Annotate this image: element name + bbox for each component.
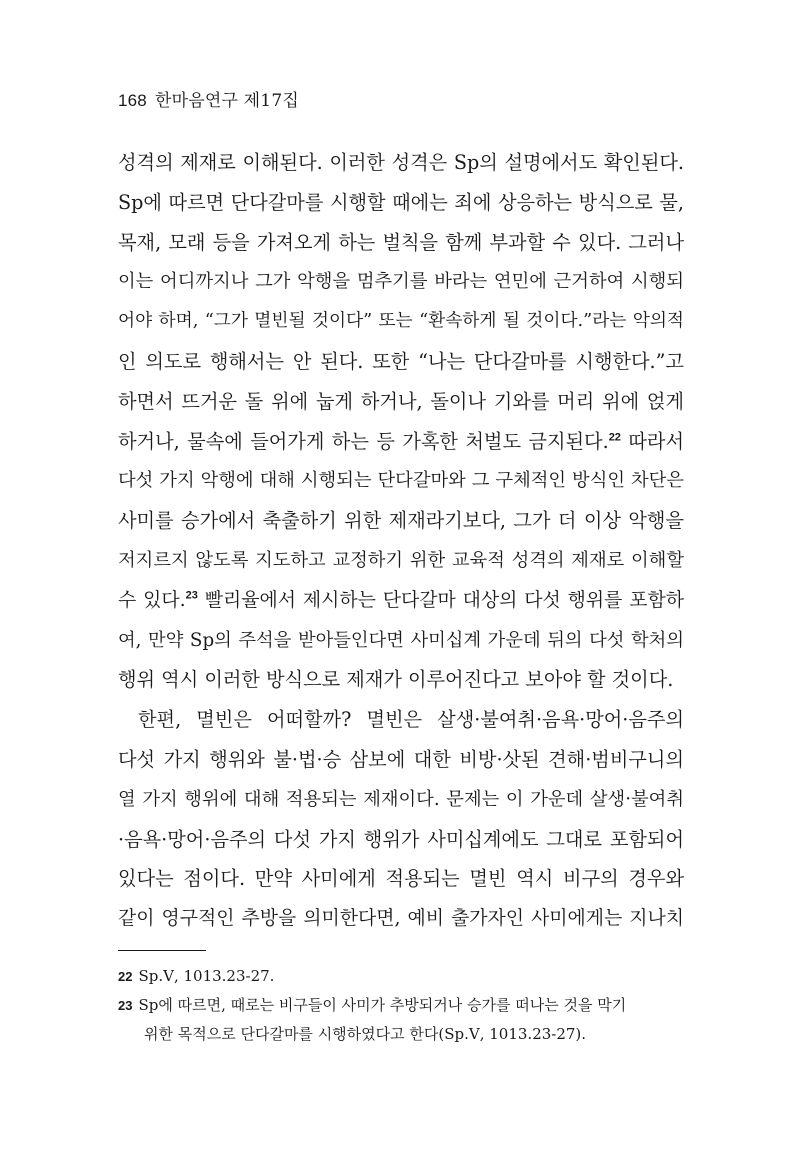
text-line: 저지르지 않도록 지도하고 교정하기 위한 교육적 성격의 제재로 이해할 — [118, 549, 684, 571]
text-line: 여, 만약 Sp의 주석을 받아들인다면 사미십계 가운데 뒤의 다섯 학처의 — [118, 629, 684, 651]
text-segment: 따라서 — [620, 429, 684, 453]
footnote-number: 23 — [118, 998, 133, 1013]
text-line: 열 가지 행위에 대해 적용되는 제재이다. 문제는 이 가운데 살생·불여취 — [118, 788, 684, 810]
text-line: 한편, 멸빈은 어떠할까? 멸빈은 살생·불여취·음욕·망어·음주의 — [138, 708, 684, 732]
footnote-number: 22 — [118, 969, 133, 984]
text-line: 같이 영구적인 추방을 의미한다면, 예비 출가자인 사미에게는 지나치 — [118, 907, 684, 930]
running-header — [118, 86, 299, 111]
text-line: 있다는 점이다. 만약 사미에게 적용되는 멸빈 역시 비구의 경우와 — [118, 867, 684, 891]
footnote-ref-23[interactable]: 23 — [185, 589, 198, 602]
body-text — [118, 143, 684, 939]
journal-title: 한마음연구 제17집 — [154, 91, 299, 111]
text-segment: 하거나, 물속에 들어가게 하는 등 가혹한 처벌도 금지된다. — [118, 429, 609, 453]
footnote-22 — [118, 962, 684, 991]
footnote-text: 위한 목적으로 단다갈마를 시행하였다고 한다(Sp.Ⅴ, 1013.23-27). — [144, 1025, 587, 1043]
text-segment: 수 있다. — [118, 588, 186, 611]
text-line: 사미를 승가에서 축출하기 위한 제재라기보다, 그가 더 이상 악행을 — [118, 509, 684, 533]
text-line: 성격의 제재로 이해된다. 이러한 성격은 Sp의 설명에서도 확인된다. — [118, 151, 684, 174]
text-line: 하면서 뜨거운 돌 위에 눕게 하거나, 돌이나 기와를 머리 위에 얹게 — [118, 389, 684, 413]
footnote-23 — [118, 991, 684, 1048]
text-line: 이는 어디까지나 그가 악행을 멈추기를 바라는 연민에 근거하여 시행되 — [118, 271, 684, 293]
text-line: 다섯 가지 악행에 대해 시행되는 단다갈마와 그 구체적인 방식인 차단은 — [118, 470, 684, 492]
text-line: ·음욕·망어·음주의 다섯 가지 행위가 사미십계에도 그대로 포함되어 — [118, 827, 684, 851]
footnote-text: Sp에 따르면, 때로는 비구들이 사미가 추방되거나 승가를 떠나는 것을 막기 — [138, 996, 627, 1014]
footnote-divider — [118, 950, 206, 951]
footnotes — [118, 962, 684, 1048]
text-line — [118, 581, 684, 621]
footnote-text: Sp.Ⅴ, 1013.23-27. — [138, 967, 275, 985]
text-line: 어야 하며, “그가 멸빈될 것이다” 또는 “환속하게 될 것이다.”라는 악의적 — [118, 311, 684, 332]
footnote-ref-22[interactable]: 22 — [608, 431, 621, 444]
text-line: 목재, 모래 등을 가져오게 하는 벌칙을 함께 부과할 수 있다. 그러나 — [118, 230, 684, 254]
text-line — [118, 422, 684, 462]
page-number: 168 — [118, 91, 147, 110]
text-line: 인 의도로 행해서는 안 된다. 또한 “나는 단다갈마를 시행한다.”고 — [118, 349, 684, 373]
text-line: 행위 역시 이러한 방식으로 제재가 이루어진다고 보아야 할 것이다. — [118, 668, 674, 692]
text-line: Sp에 따르면 단다갈마를 시행할 때에는 죄에 상응하는 방식으로 물, — [118, 190, 684, 214]
text-segment: 빨리율에서 제시하는 단다갈마 대상의 다섯 행위를 포함하 — [197, 588, 684, 611]
text-line: 다섯 가지 행위와 불·법·승 삼보에 대한 비방·삿된 견해·범비구니의 — [118, 747, 684, 771]
